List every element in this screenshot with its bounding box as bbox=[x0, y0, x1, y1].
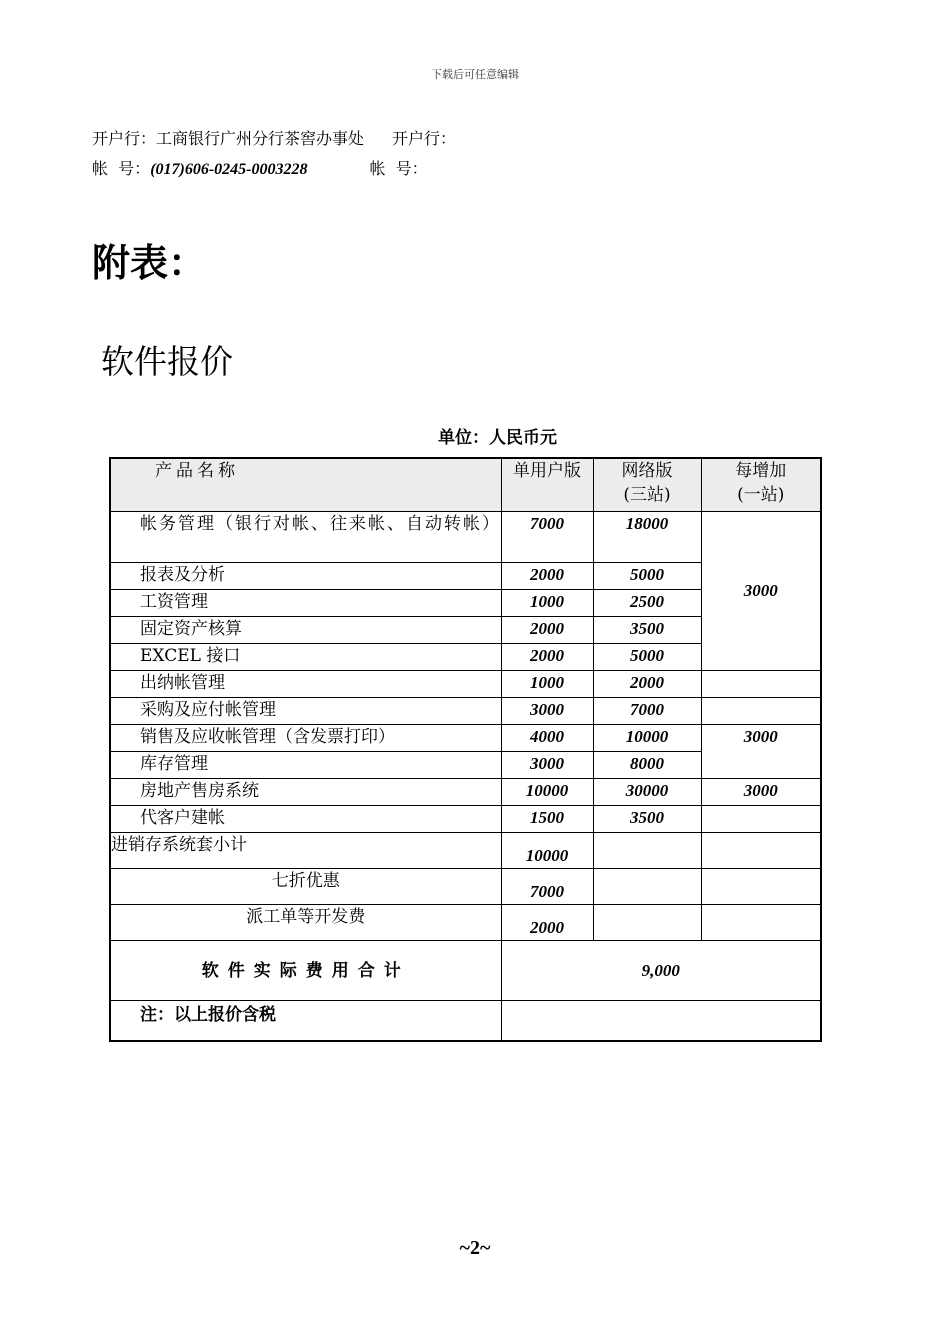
note-label: 注：以上报价含税 bbox=[110, 1001, 501, 1042]
row-per-add bbox=[701, 806, 821, 833]
table-row bbox=[110, 698, 821, 725]
header-product-name: 产品名称 bbox=[110, 458, 501, 512]
row-name: 固定资产核算 bbox=[110, 617, 501, 644]
row-per-add bbox=[701, 671, 821, 698]
discount-label: 七折优惠 bbox=[110, 869, 501, 905]
table-header-row bbox=[110, 458, 821, 512]
empty-cell bbox=[701, 869, 821, 905]
row-single: 2000 bbox=[501, 563, 593, 590]
dev-fee-row bbox=[110, 905, 821, 941]
row-network: 8000 bbox=[593, 752, 701, 779]
bank-line bbox=[92, 126, 456, 149]
empty-cell bbox=[593, 905, 701, 941]
row-name: 出纳帐管理 bbox=[110, 671, 501, 698]
bank-label: 开户行： bbox=[92, 129, 157, 148]
account-line bbox=[92, 156, 428, 179]
total-value: 9,000 bbox=[501, 941, 821, 1001]
total-label: 软件实际费用合计 bbox=[110, 941, 501, 1001]
appendix-title: 附表： bbox=[92, 241, 207, 285]
header-network-line1: 网络版 bbox=[621, 461, 673, 481]
row-network: 5000 bbox=[593, 563, 701, 590]
row-name: 库存管理 bbox=[110, 752, 501, 779]
discount-row bbox=[110, 869, 821, 905]
row-name: 代客户建帐 bbox=[110, 806, 501, 833]
row-single: 1500 bbox=[501, 806, 593, 833]
row-single: 4000 bbox=[501, 725, 593, 752]
table-row bbox=[110, 779, 821, 806]
row-network: 18000 bbox=[593, 512, 701, 563]
row-per-add bbox=[701, 698, 821, 725]
header-network-line2: (三站) bbox=[623, 485, 671, 505]
subtotal-single: 10000 bbox=[501, 833, 593, 869]
page-number: ~2~ bbox=[459, 1237, 491, 1259]
dev-fee-label: 派工单等开发费 bbox=[110, 905, 501, 941]
note-row bbox=[110, 1001, 821, 1042]
total-row bbox=[110, 941, 821, 1001]
empty-cell bbox=[593, 833, 701, 869]
header-per-add-line2: (一站) bbox=[737, 485, 785, 505]
row-name: 销售及应收帐管理（含发票打印） bbox=[110, 725, 501, 752]
empty-cell bbox=[701, 833, 821, 869]
dev-fee-single: 2000 bbox=[501, 905, 593, 941]
row-network: 10000 bbox=[593, 725, 701, 752]
subtotal-row bbox=[110, 833, 821, 869]
row-network: 3500 bbox=[593, 806, 701, 833]
row-name: EXCEL 接口 bbox=[110, 644, 501, 671]
row-name: 工资管理 bbox=[110, 590, 501, 617]
header-note: 下载后可任意编辑 bbox=[431, 68, 519, 81]
unit-label: 单位：人民币元 bbox=[438, 428, 557, 448]
table-row bbox=[110, 671, 821, 698]
row-single: 3000 bbox=[501, 698, 593, 725]
table-row bbox=[110, 512, 821, 563]
row-single: 2000 bbox=[501, 644, 593, 671]
row-network: 30000 bbox=[593, 779, 701, 806]
header-network bbox=[593, 458, 701, 512]
table-row bbox=[110, 725, 821, 752]
header-per-add bbox=[701, 458, 821, 512]
row-network: 2500 bbox=[593, 590, 701, 617]
row-name: 报表及分析 bbox=[110, 563, 501, 590]
row-single: 3000 bbox=[501, 752, 593, 779]
group-per-add-1: 3000 bbox=[701, 512, 821, 671]
row-name: 帐务管理（银行对帐、往来帐、自动转帐） bbox=[110, 512, 501, 563]
header-per-add-line1: 每增加 bbox=[735, 461, 787, 481]
row-network: 5000 bbox=[593, 644, 701, 671]
empty-cell bbox=[593, 869, 701, 905]
group-per-add-2: 3000 bbox=[701, 725, 821, 779]
price-table bbox=[109, 457, 822, 1042]
discount-single: 7000 bbox=[501, 869, 593, 905]
row-per-add: 3000 bbox=[701, 779, 821, 806]
row-single: 10000 bbox=[501, 779, 593, 806]
section-title: 软件报价 bbox=[101, 342, 233, 381]
empty-cell bbox=[501, 1001, 821, 1042]
subtotal-label: 进销存系统套小计 bbox=[110, 833, 501, 869]
header-single-user: 单用户版 bbox=[501, 458, 593, 512]
row-network: 2000 bbox=[593, 671, 701, 698]
row-name: 采购及应付帐管理 bbox=[110, 698, 501, 725]
account-value: (017)606-0245-0003228 bbox=[150, 161, 308, 178]
row-single: 1000 bbox=[501, 590, 593, 617]
account-label-2: 帐 号： bbox=[369, 159, 428, 178]
account-label: 帐 号： bbox=[92, 159, 151, 178]
row-single: 7000 bbox=[501, 512, 593, 563]
row-network: 3500 bbox=[593, 617, 701, 644]
row-single: 1000 bbox=[501, 671, 593, 698]
table-row bbox=[110, 806, 821, 833]
bank-value: 工商银行广州分行茶窖办事处 bbox=[156, 129, 365, 148]
row-name: 房地产售房系统 bbox=[110, 779, 501, 806]
row-single: 2000 bbox=[501, 617, 593, 644]
row-network: 7000 bbox=[593, 698, 701, 725]
bank-label-2: 开户行： bbox=[392, 129, 457, 148]
empty-cell bbox=[701, 905, 821, 941]
